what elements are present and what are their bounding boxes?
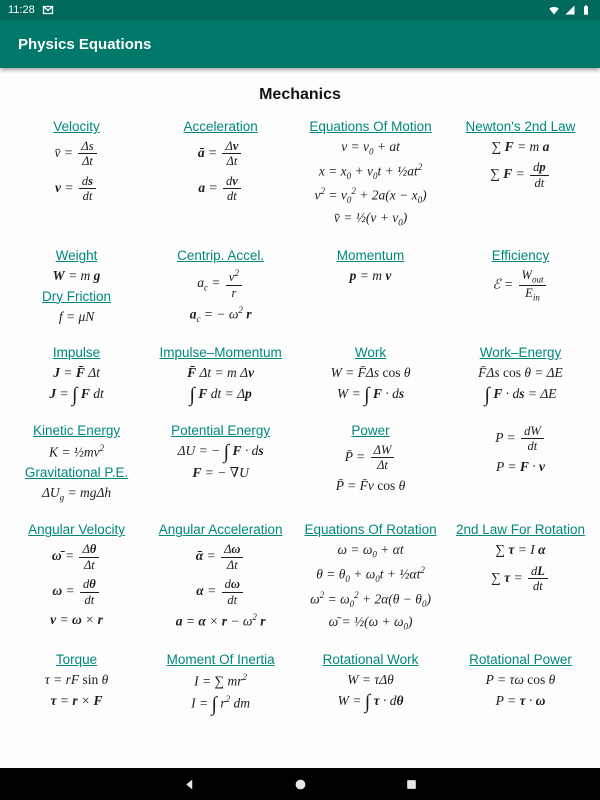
battery-icon bbox=[580, 4, 592, 16]
equation-card bbox=[294, 649, 447, 717]
equation: ω̄ = ½(ω + $\omega_0$) bbox=[328, 613, 413, 632]
equation-title[interactable]: Momentum bbox=[336, 248, 405, 264]
equation: $a_c$ = − $\omega^2$ r bbox=[189, 305, 252, 325]
equation: $a = \alpha \times r - \omega^2$ r bbox=[175, 611, 266, 629]
equation-card bbox=[447, 342, 594, 407]
notification-icon bbox=[42, 4, 54, 16]
equation-title[interactable]: Velocity bbox=[53, 119, 100, 134]
equation: $a_c$ = $\frac{v^2}{r}$ bbox=[149, 267, 292, 301]
equation-title[interactable]: Rotational Work bbox=[322, 651, 419, 667]
equation-title[interactable]: Kinetic Energy bbox=[33, 422, 121, 438]
wifi-icon bbox=[548, 4, 560, 16]
equation: a = $\frac{dv}{dt}$ bbox=[149, 173, 292, 205]
equation: $\omega = \omega_0 + \alpha t$ bbox=[337, 542, 404, 561]
equation-row bbox=[6, 245, 594, 328]
equation: W = m g bbox=[52, 268, 101, 284]
equation: P = τ · ω bbox=[495, 692, 546, 708]
equation: p = m v bbox=[349, 268, 392, 284]
equation: P = F · v bbox=[495, 458, 545, 474]
equation-title[interactable]: Impulse–Momentum bbox=[159, 344, 282, 360]
equation-card bbox=[147, 245, 294, 328]
equation-card bbox=[147, 116, 294, 232]
equation-title[interactable]: Dry Friction bbox=[42, 288, 112, 304]
cellular-signal-icon bbox=[564, 4, 576, 16]
equation: ∫ F dt = Δp bbox=[189, 383, 252, 406]
equation-row bbox=[6, 649, 594, 717]
equation: v̄ = $\frac{\Delta s}{\Delta t}$ bbox=[8, 138, 145, 170]
recents-button[interactable] bbox=[399, 776, 424, 793]
equation: τ = r × F bbox=[50, 692, 103, 708]
equation: P = $\frac{dW}{dt}$ bbox=[449, 423, 592, 455]
clock: 11:28 bbox=[8, 4, 35, 16]
equation-card bbox=[147, 649, 294, 717]
equation: P̄ = F̄v cos θ bbox=[335, 477, 406, 493]
navigation-bar bbox=[0, 768, 600, 800]
back-icon bbox=[183, 778, 196, 791]
equation: P̄ = $\frac{\Delta W}{\Delta t}$ bbox=[296, 442, 445, 474]
equation: $v = v_0$ + at bbox=[341, 139, 400, 157]
equation-card bbox=[447, 420, 594, 507]
equation: W = τΔθ bbox=[347, 671, 394, 687]
equation-card bbox=[447, 116, 594, 232]
equation: F = − ∇U bbox=[192, 464, 249, 480]
back-button[interactable] bbox=[177, 776, 202, 793]
equation: $\Delta U_g = mg\Delta h$ bbox=[41, 484, 112, 503]
status-bar bbox=[0, 0, 600, 20]
equation-title[interactable]: Rotational Power bbox=[469, 651, 572, 667]
equation: I = ∑ $mr^2$ bbox=[194, 671, 248, 689]
equation-card bbox=[147, 420, 294, 507]
equation: α = $\frac{d\omega}{dt}$ bbox=[149, 576, 292, 608]
equation: ∑ τ = $\frac{dL}{dt}$ bbox=[449, 563, 592, 595]
app-title: Physics Equations bbox=[18, 35, 152, 53]
equation: $\omega^2 = \omega_0^2 + 2\alpha(\theta - \theta_0)$ bbox=[310, 589, 431, 609]
equation-title[interactable]: Torque bbox=[55, 651, 98, 667]
equation-title[interactable]: Angular Acceleration bbox=[158, 522, 283, 538]
equation-title[interactable]: Efficiency bbox=[491, 248, 550, 264]
equation-title[interactable]: Power bbox=[351, 422, 390, 438]
equation: J = ∫ F dt bbox=[49, 383, 104, 406]
equation-row bbox=[6, 116, 594, 232]
status-bar-right bbox=[548, 4, 592, 16]
equation-title[interactable]: Equations Of Motion bbox=[309, 119, 432, 134]
equation-title[interactable]: Impulse bbox=[52, 344, 101, 360]
page-title: Mechanics bbox=[259, 86, 341, 103]
equation-card bbox=[147, 519, 294, 635]
equation: $x = x_0 + v_0t$ + $\frac{1}{2}at^2$ bbox=[318, 161, 423, 182]
equation-card bbox=[6, 116, 147, 232]
equation: J = F̄ Δt bbox=[53, 364, 100, 380]
equation: ℰ = $W_{out}$ $E_{in}$ bbox=[449, 267, 592, 304]
equation: $K = \frac{1}{2}mv^2$ bbox=[48, 442, 105, 460]
equation-title[interactable]: Equations Of Rotation bbox=[304, 522, 437, 538]
app-bar bbox=[0, 20, 600, 68]
equation-title[interactable]: Angular Velocity bbox=[28, 522, 125, 538]
equation-card bbox=[294, 116, 447, 232]
equation: f = μN bbox=[58, 308, 95, 324]
equation: ᾱ = $\frac{\Delta\omega}{\Delta t}$ bbox=[149, 541, 292, 573]
equation-card bbox=[294, 245, 447, 328]
equation: ΔU = − ∫ F · ds bbox=[177, 440, 264, 463]
recents-icon bbox=[405, 778, 418, 791]
home-icon bbox=[294, 778, 307, 791]
equation-title[interactable]: Potential Energy bbox=[171, 422, 271, 438]
equation: ∫ F · ds = ΔE bbox=[484, 383, 557, 406]
equation: $\theta = \theta_0 + \omega_0t$ + $\frac{1}{2}\alpha t^2$ bbox=[316, 565, 425, 585]
equation-title[interactable]: 2nd Law For Rotation bbox=[455, 522, 586, 538]
equation: τ = rF sin θ bbox=[44, 671, 109, 687]
content-scroll-area[interactable] bbox=[0, 68, 600, 768]
equation: v̄ = ½(v + $v_0$) bbox=[333, 210, 408, 229]
equation-card bbox=[6, 649, 147, 717]
equation: W = ∫ F · ds bbox=[336, 383, 405, 406]
equation-card bbox=[294, 420, 447, 507]
equation-row bbox=[6, 519, 594, 635]
equation: W = ∫ τ · dθ bbox=[337, 690, 404, 713]
equation-card bbox=[6, 519, 147, 635]
equation: ω = $\frac{d\theta}{dt}$ bbox=[8, 576, 145, 608]
equation: ∑ τ = I α bbox=[495, 542, 546, 558]
equation-title[interactable]: Work–Energy bbox=[479, 344, 562, 360]
equation: ∑ F = $\frac{dp}{dt}$ bbox=[449, 159, 592, 191]
equation: v = $\frac{ds}{dt}$ bbox=[8, 173, 145, 205]
equation-card bbox=[447, 649, 594, 717]
equation-card bbox=[147, 342, 294, 407]
equation-title[interactable]: Work bbox=[354, 344, 387, 360]
equation: $v^2 = v_0^2 + 2a(x - x_0)$ bbox=[314, 186, 427, 206]
equation-card bbox=[294, 342, 447, 407]
equation: v = ω × r bbox=[50, 611, 103, 627]
equation-title[interactable]: Moment Of Inertia bbox=[166, 651, 275, 667]
equation-grid bbox=[6, 116, 594, 717]
equation-card bbox=[6, 245, 147, 328]
equation: F̄Δs cos θ = ΔE bbox=[478, 364, 563, 380]
equation: W = F̄Δs cos θ bbox=[330, 364, 411, 380]
equation: P = τω cos θ bbox=[485, 671, 556, 687]
equation-title[interactable]: Centrip. Accel. bbox=[177, 248, 265, 264]
equation: ω̄ = $\frac{\Delta\theta}{\Delta t}$ bbox=[8, 541, 145, 573]
equation-title[interactable]: Newton's 2nd Law bbox=[465, 119, 576, 134]
status-bar-left bbox=[8, 4, 54, 16]
equation: F̄ Δt = m Δv bbox=[187, 364, 255, 380]
equation-title[interactable]: Weight bbox=[55, 248, 98, 264]
home-button[interactable] bbox=[288, 776, 313, 793]
equation-row bbox=[6, 342, 594, 407]
equation: ∑ F = m a bbox=[491, 139, 550, 154]
equation-card bbox=[6, 420, 147, 507]
equation-card bbox=[6, 342, 147, 407]
equation: ā = $\frac{\Delta v}{\Delta t}$ bbox=[149, 138, 292, 170]
equation-card bbox=[447, 245, 594, 328]
equation-card bbox=[294, 519, 447, 635]
equation-card bbox=[447, 519, 594, 635]
equation: I = ∫ $r^2$ dm bbox=[191, 693, 251, 716]
equation-title[interactable]: Acceleration bbox=[183, 119, 258, 134]
equation-title[interactable]: Gravitational P.E. bbox=[24, 464, 129, 480]
equation-row bbox=[6, 420, 594, 507]
